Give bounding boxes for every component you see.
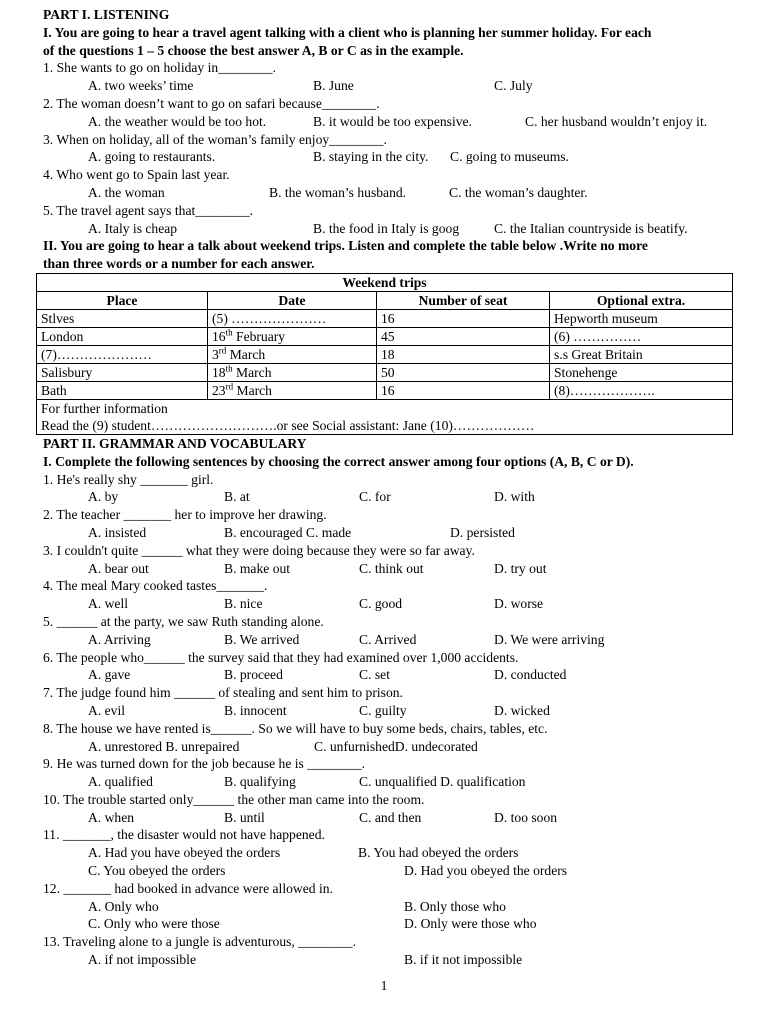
section1-instruction-line1: I. You are going to hear a travel agent talking with a client who is planning her summer holiday. For each [43, 24, 652, 40]
table-footer [37, 399, 733, 434]
question-text: 5. ______ at the party, we saw Ruth standing alone. [43, 613, 324, 629]
option-b: B. at [224, 489, 250, 505]
answer-options [43, 809, 733, 827]
option-a: A. gave [88, 667, 131, 683]
cell-seats: 16 [377, 381, 550, 399]
grammar-question-12 [43, 880, 733, 933]
cell-place: Salisbury [37, 363, 208, 381]
option-c: C. July [494, 78, 533, 94]
date-month: March [233, 382, 272, 398]
option-a: A. two weeks’ time [88, 78, 194, 94]
option-d: D. try out [494, 560, 547, 576]
section1-instruction-line2: of the questions 1 – 5 choose the best answer A, B or C as in the example. [43, 42, 464, 58]
cell-place: London [37, 327, 208, 345]
option-c: C. the Italian countryside is beatify. [494, 220, 688, 236]
table-row [37, 327, 733, 345]
section2-instruction-line2: than three words or a number for each answer. [43, 256, 315, 272]
date-day: 23 [212, 382, 226, 398]
question-text: 5. The travel agent says that________. [43, 202, 254, 218]
question-text: 8. The house we have rented is______. So we will have to buy some beds, chairs, tables, etc. [43, 720, 548, 736]
option-d: D. We were arriving [494, 631, 605, 647]
option-c: C. her husband wouldn’t enjoy it. [525, 113, 708, 129]
cell-seats: 45 [377, 327, 550, 345]
question-text: 12. _______ had booked in advance were allowed in. [43, 880, 333, 896]
grammar-question-4 [43, 577, 733, 613]
option-c: C. You obeyed the orders [88, 863, 226, 879]
question-text: 6. The people who______ the survey said that they had examined over 1,000 accidents. [43, 649, 519, 665]
date-day: (5) ………………… [212, 310, 327, 326]
listening-question-3 [43, 131, 733, 167]
date-day: 18 [212, 364, 226, 380]
answer-options [43, 220, 733, 238]
question-text: 4. Who went go to Spain last year. [43, 167, 230, 183]
cell-seats: 18 [377, 345, 550, 363]
option-c: C. good [359, 596, 403, 612]
option-b: B. innocent [224, 702, 287, 718]
option-a: A. Had you have obeyed the orders [88, 845, 281, 861]
grammar-question-11 [43, 826, 733, 879]
answer-options [43, 862, 733, 880]
option-d: D. Only were those who [404, 916, 537, 932]
footer-line2: Read the (9) student……………………….or see Social assistant: Jane (10)……………… [41, 417, 535, 433]
cell-extra: (8)………………. [550, 381, 733, 399]
grammar-question-1 [43, 471, 733, 507]
option-b: B. staying in the city. [313, 149, 429, 165]
answer-options [43, 488, 733, 506]
option-b: B. encouraged C. made [224, 524, 352, 540]
question-text: 2. The woman doesn’t want to go on safari because________. [43, 95, 380, 111]
option-a: A. well [88, 596, 129, 612]
grammar-question-13 [43, 933, 733, 969]
part2-title: PART II. GRAMMAR AND VOCABULARY [43, 435, 307, 451]
cell-seats: 50 [377, 363, 550, 381]
option-c: C. set [359, 667, 390, 683]
cell-place: (7)………………… [37, 345, 208, 363]
cell-date [208, 327, 377, 345]
answer-options [43, 77, 733, 95]
option-c: C. and then [359, 809, 422, 825]
answer-options [43, 113, 733, 131]
date-suffix: th [225, 327, 233, 338]
question-text: 2. The teacher _______ her to improve her drawing. [43, 507, 327, 523]
listening-question-5 [43, 202, 733, 238]
cell-seats: 16 [377, 309, 550, 327]
answer-options [43, 184, 733, 202]
table-row [37, 309, 733, 327]
cell-date [208, 309, 377, 327]
question-text: 3. When on holiday, all of the woman’s family enjoy________. [43, 131, 387, 147]
option-a: A. when [88, 809, 135, 825]
listening-question-2 [43, 95, 733, 131]
answer-options [43, 148, 733, 166]
grammar-question-6 [43, 649, 733, 685]
date-month: February [232, 328, 286, 344]
header-place: Place [37, 291, 208, 309]
option-b: B. proceed [224, 667, 283, 683]
option-c: C. unqualified D. qualification [359, 774, 526, 790]
grammar-question-3 [43, 542, 733, 578]
listening-question-1 [43, 59, 733, 95]
cell-extra: Hepworth museum [550, 309, 733, 327]
option-c: C. guilty [359, 702, 407, 718]
cell-place: Bath [37, 381, 208, 399]
option-b: B. it would be too expensive. [313, 113, 472, 129]
question-text: 7. The judge found him ______ of stealing and sent him to prison. [43, 685, 403, 701]
option-a: A. the woman [88, 184, 165, 200]
option-a: A. evil [88, 702, 125, 718]
option-b: B. You had obeyed the orders [358, 845, 519, 861]
grammar-question-8 [43, 720, 733, 756]
option-c: C. going to museums. [450, 149, 569, 165]
date-day: 3 [212, 346, 219, 362]
option-a: A. going to restaurants. [88, 149, 216, 165]
cell-extra: Stonehenge [550, 363, 733, 381]
footer-line1: For further information [41, 400, 168, 416]
option-b: B. Only those who [404, 898, 506, 914]
option-a: A. if not impossible [88, 952, 196, 968]
answer-options [43, 738, 733, 756]
table-title: Weekend trips [37, 273, 733, 291]
page-number: 1 [380, 978, 388, 993]
question-text: 13. Traveling alone to a jungle is adventurous, ________. [43, 934, 357, 950]
cell-extra: s.s Great Britain [550, 345, 733, 363]
option-d: D. with [494, 489, 535, 505]
option-c: C. Arrived [359, 631, 417, 647]
grammar-question-2 [43, 506, 733, 542]
option-b: B. if it not impossible [404, 952, 523, 968]
section2-instruction-line1: II. You are going to hear a talk about weekend trips. Listen and complete the table below .Write no more [43, 238, 648, 254]
question-text: 1. She wants to go on holiday in________. [43, 60, 276, 76]
option-c: C. the woman’s daughter. [449, 184, 588, 200]
option-b: B. June [313, 78, 354, 94]
table-row [37, 363, 733, 381]
listening-question-4 [43, 166, 733, 202]
grammar-question-9 [43, 755, 733, 791]
header-extra: Optional extra. [550, 291, 733, 309]
option-c: C. think out [359, 560, 424, 576]
header-date: Date [208, 291, 377, 309]
option-a: A. bear out [88, 560, 149, 576]
option-c: C. Only who were those [88, 916, 220, 932]
option-a: A. Italy is cheap [88, 220, 178, 236]
table-row [37, 345, 733, 363]
date-day: 16 [212, 328, 226, 344]
option-b: B. the food in Italy is goog [313, 220, 460, 236]
option-a: A. unrestored B. unrepaired [88, 738, 240, 754]
option-d: D. too soon [494, 809, 558, 825]
option-b: B. make out [224, 560, 291, 576]
option-a: A. by [88, 489, 119, 505]
answer-options [43, 595, 733, 613]
option-b: B. the woman’s husband. [269, 184, 407, 200]
date-suffix: th [225, 363, 233, 374]
option-b: B. nice [224, 596, 263, 612]
question-text: 1. He's really shy _______ girl. [43, 471, 214, 487]
part2-instruction: I. Complete the following sentences by choosing the correct answer among four options (A, B, C or D). [43, 453, 634, 469]
cell-date [208, 363, 377, 381]
date-month: March [232, 364, 272, 380]
answer-options [43, 666, 733, 684]
question-text: 4. The meal Mary cooked tastes_______. [43, 578, 268, 594]
question-text: 3. I couldn't quite ______ what they were doing because they were so far away. [43, 542, 475, 558]
answer-options [43, 898, 733, 916]
answer-options [43, 524, 733, 542]
option-b: B. qualifying [224, 774, 296, 790]
option-d: D. Had you obeyed the orders [404, 863, 568, 879]
question-text: 9. He was turned down for the job because he is ________. [43, 756, 366, 772]
answer-options [43, 844, 733, 862]
cell-date [208, 345, 377, 363]
option-b: B. until [224, 809, 265, 825]
grammar-question-10 [43, 791, 733, 827]
option-b: B. We arrived [224, 631, 300, 647]
grammar-question-5 [43, 613, 733, 649]
option-a: A. the weather would be too hot. [88, 113, 267, 129]
answer-options [43, 560, 733, 578]
option-a: A. qualified [88, 774, 153, 790]
cell-date [208, 381, 377, 399]
option-d: D. conducted [494, 667, 567, 683]
answer-options [43, 951, 733, 969]
option-d: D. persisted [450, 524, 515, 540]
cell-extra: (6) …………… [550, 327, 733, 345]
header-seats: Number of seat [377, 291, 550, 309]
answer-options [43, 702, 733, 720]
option-a: A. Only who [88, 898, 159, 914]
question-text: 10. The trouble started only______ the other man came into the room. [43, 791, 425, 807]
option-d: D. worse [494, 596, 544, 612]
date-month: March [226, 346, 266, 362]
table-row [37, 381, 733, 399]
option-a: A. insisted [88, 524, 147, 540]
answer-options [43, 773, 733, 791]
grammar-question-7 [43, 684, 733, 720]
worksheet-page [43, 6, 733, 969]
option-c: C. for [359, 489, 391, 505]
cell-place: Stlves [37, 309, 208, 327]
question-text: 11. _______, the disaster would not have happened. [43, 827, 325, 843]
part1-title: PART I. LISTENING [43, 7, 170, 22]
weekend-trips-table [36, 273, 733, 435]
date-suffix: rd [225, 381, 234, 392]
option-c: C. unfurnishedD. undecorated [314, 738, 478, 754]
answer-options [43, 631, 733, 649]
answer-options [43, 915, 733, 933]
option-a: A. Arriving [88, 631, 151, 647]
date-suffix: rd [218, 345, 227, 356]
option-d: D. wicked [494, 702, 550, 718]
